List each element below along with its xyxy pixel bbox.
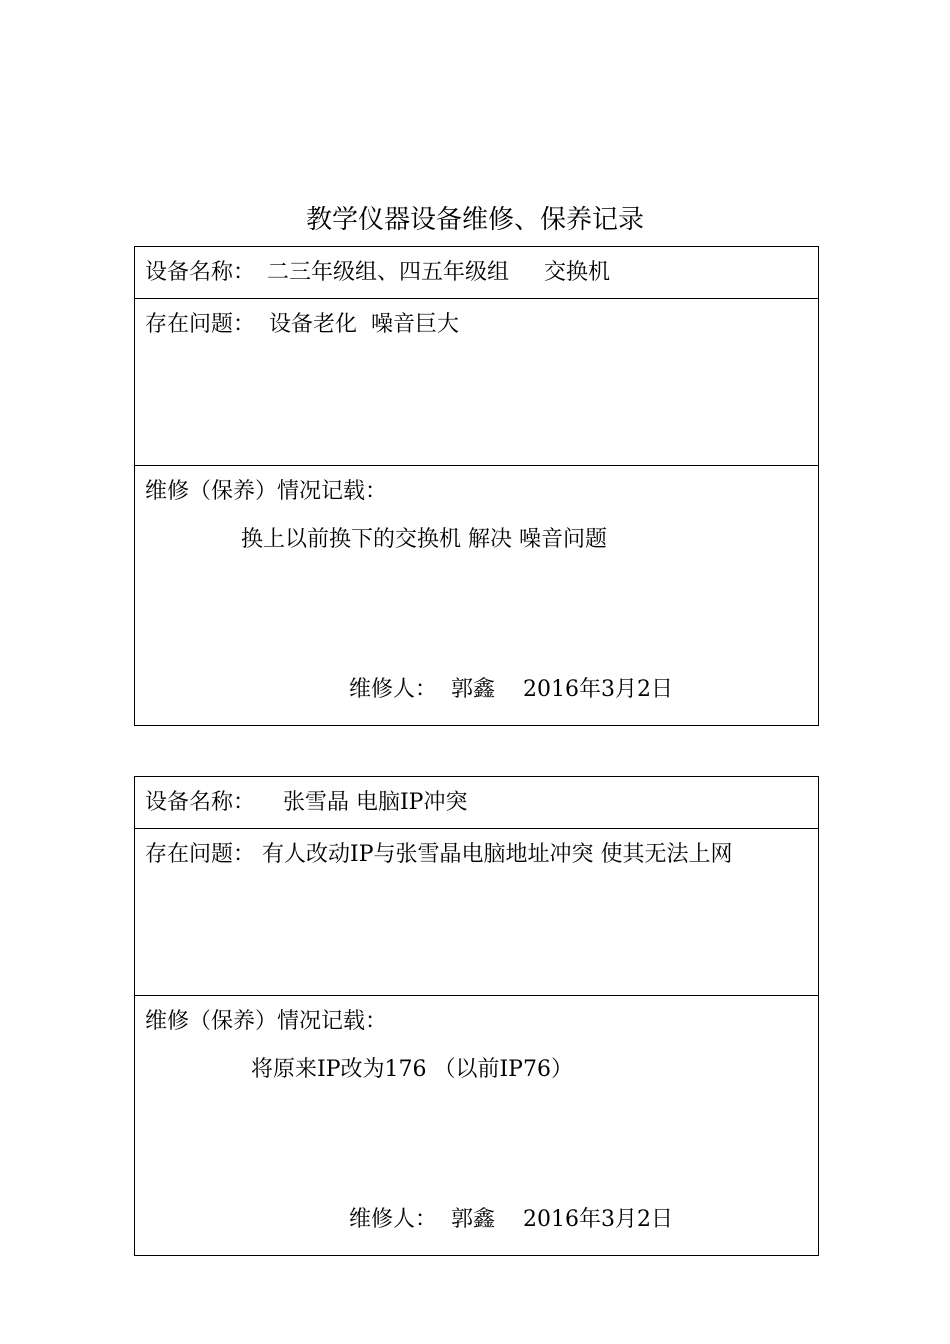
device-name-label: 设备名称： [145,790,256,815]
problem-label: 存在问题： [145,842,256,867]
problem-text [145,828,813,882]
repair-row [135,995,818,1255]
device-name-label: 设备名称： [145,260,256,285]
repair-label: 维修（保养）情况记载： [145,1009,388,1034]
record-table-1 [134,246,819,726]
repair-label: 维修（保养）情况记载： [145,479,388,504]
repair-value: 将原来IP改为176 （以前IP76） [251,1057,573,1082]
problem-label: 存在问题： [145,312,256,337]
problem-row [135,298,818,465]
problem-value: 设备老化 噪音巨大 [255,312,459,337]
problem-row [135,828,818,995]
repair-row [135,465,818,725]
repairer-signature: 维修人： 郭鑫 2016年3月2日 [349,677,673,702]
device-name-value: 二三年级组、四五年级组 交换机 [267,260,610,285]
problem-value: 有人改动IP与张雪晶电脑地址冲突 使其无法上网 [255,842,733,867]
page-title: 教学仪器设备维修、保养记录 [305,205,644,235]
device-name-row [135,247,818,298]
repair-value: 换上以前换下的交换机 解决 噪音问题 [241,527,607,552]
record-table-2 [134,776,819,1256]
device-name-row [135,777,818,828]
device-name-value: 张雪晶 电脑IP冲突 [255,790,468,815]
repairer-signature: 维修人： 郭鑫 2016年3月2日 [349,1207,673,1232]
